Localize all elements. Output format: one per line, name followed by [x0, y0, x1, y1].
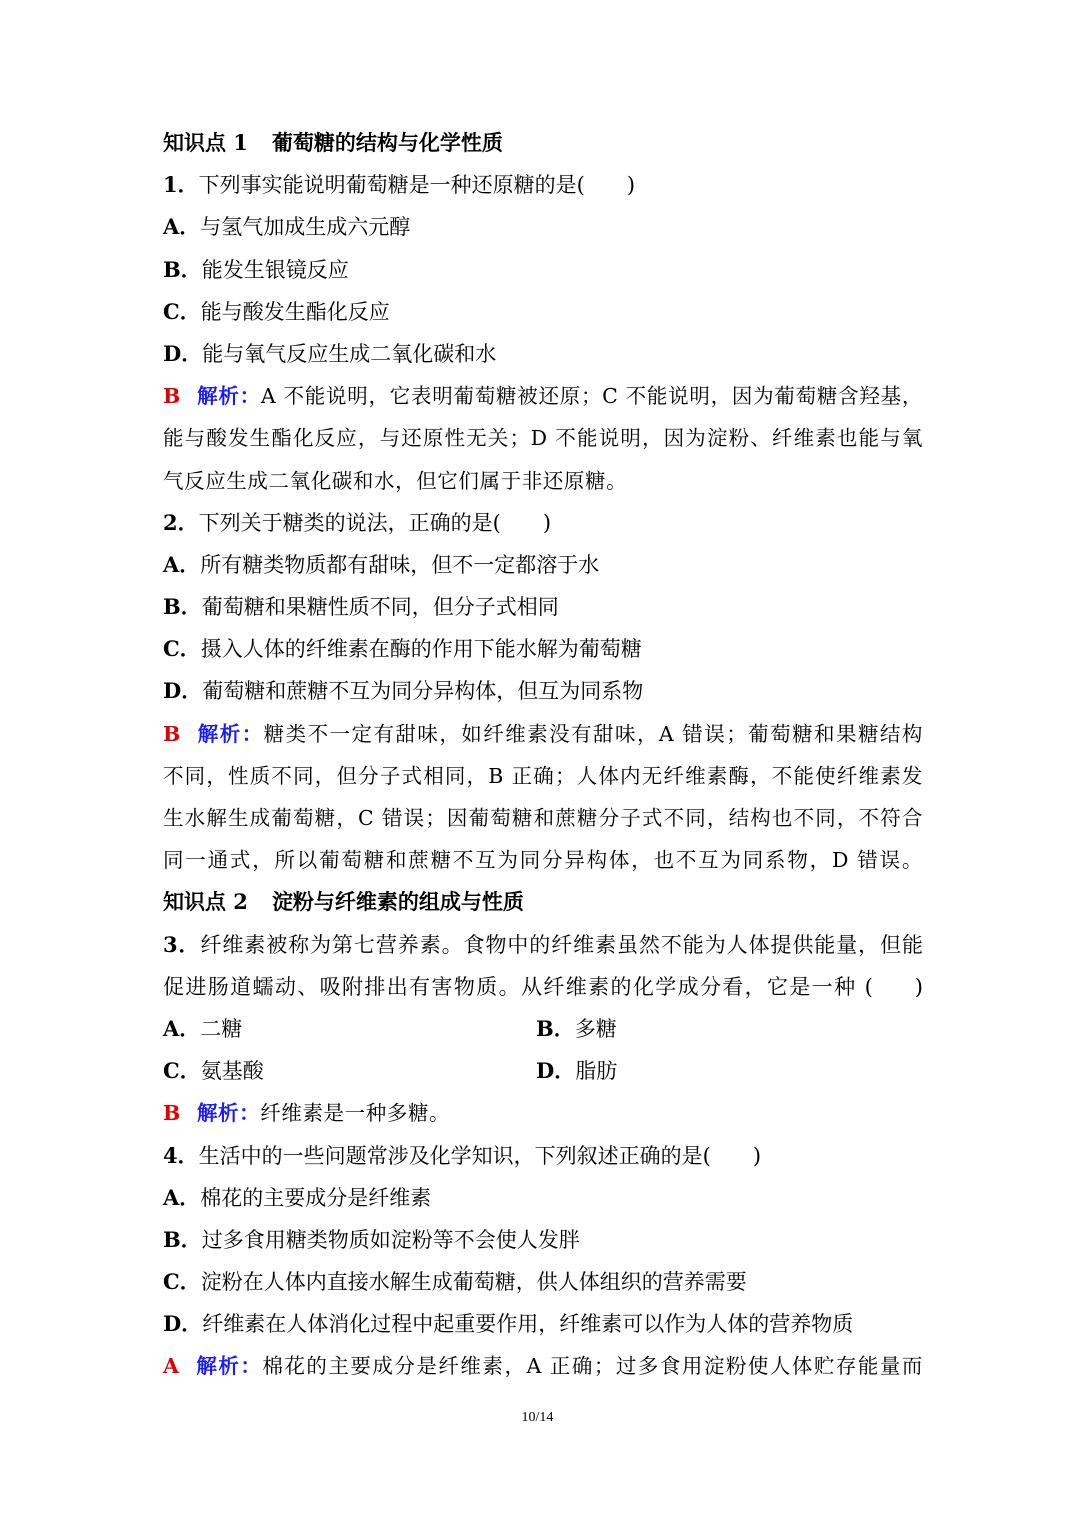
option-row [163, 1008, 923, 1050]
option-letter: D． [163, 678, 203, 704]
option-text: 氨基酸 [200, 1059, 264, 1084]
option-row [163, 1050, 923, 1092]
question-text: 促进肠道蠕动、吸附排出有害物质。从纤维素的化学成分看，它是一种 [163, 974, 857, 999]
option-text: 能与氧气反应生成二氧化碳和水 [202, 341, 497, 366]
section-number: 知识点 2 [163, 889, 248, 915]
question-number: 1． [163, 172, 199, 198]
option-letter: C． [163, 636, 201, 662]
option-text: 与氢气加成生成六元醇 [200, 215, 411, 240]
option-text: 二糖 [200, 1016, 243, 1041]
section-number: 知识点 1 [163, 130, 248, 155]
option-letter: C． [163, 1058, 201, 1084]
option-b [163, 586, 923, 628]
section-heading-2 [163, 881, 923, 923]
explanation-text: A 不能说明，它表明葡萄糖被还原；C 不能说明，因为葡萄糖含羟基， [260, 384, 923, 409]
option-a [163, 206, 923, 248]
explanation-line [163, 713, 923, 755]
option-a [163, 1177, 923, 1219]
option-letter: B． [163, 256, 202, 282]
option-b [163, 1219, 923, 1261]
explanation-line: 不同，性质不同，但分子式相同，B 正确；人体内无纤维素酶，不能使纤维素发 [163, 763, 923, 788]
option-c [163, 291, 923, 333]
option-text: 能与酸发生酯化反应 [200, 299, 390, 324]
option-letter: D． [536, 1058, 576, 1084]
option-a [163, 1008, 536, 1050]
answer-letter: B [163, 1101, 181, 1126]
question-stem-4 [163, 1135, 923, 1177]
section-title: 淀粉与纤维素的组成与性质 [271, 889, 524, 915]
option-d [163, 333, 923, 375]
answer-letter: B [163, 384, 181, 409]
answer-blank: ( ) [864, 974, 923, 999]
explanation-label: 解析： [196, 384, 261, 409]
explanation-line [163, 1345, 923, 1387]
option-d [163, 1303, 923, 1345]
option-a [163, 544, 923, 586]
explanation-line: 能与酸发生酯化反应，与还原性无关；D 不能说明，因为淀粉、纤维素也能与氧 [163, 426, 923, 451]
answer-letter: A [163, 1354, 180, 1379]
question-number: 4． [163, 1142, 199, 1168]
section-heading-1 [163, 122, 923, 164]
question-text: 纤维素被称为第七营养素。食物中的纤维素虽然不能为人体提供能量，但能 [200, 932, 923, 957]
document-page [163, 122, 923, 1388]
option-letter: A． [163, 1015, 201, 1041]
option-text: 棉花的主要成分是纤维素 [200, 1185, 432, 1210]
explanation-line [163, 1092, 923, 1134]
page-number: 10/14 [521, 1410, 554, 1425]
question-text: 下列关于糖类的说法，正确的是( ) [198, 510, 552, 535]
option-c [163, 628, 923, 670]
explanation-line: 同一通式，所以葡萄糖和蔗糖不互为同分异构体，也不互为同系物，D 错误。 [163, 848, 923, 873]
option-letter: D． [163, 340, 203, 366]
option-c [163, 1261, 923, 1303]
option-letter: B． [536, 1015, 575, 1041]
option-b [536, 1008, 617, 1050]
option-letter: D． [163, 1311, 203, 1337]
option-letter: A． [163, 1184, 201, 1210]
explanation-text: 纤维素是一种多糖。 [260, 1101, 451, 1126]
section-title: 葡萄糖的结构与化学性质 [271, 130, 503, 155]
option-letter: B． [163, 1226, 202, 1252]
option-letter: A． [163, 214, 201, 240]
option-d [163, 670, 923, 712]
option-text: 能发生银镜反应 [201, 257, 349, 282]
option-text: 葡萄糖和果糖性质不同，但分子式相同 [201, 595, 559, 620]
question-number: 2． [163, 509, 199, 535]
explanation-label: 解析： [195, 1354, 263, 1379]
explanation-label: 解析： [196, 721, 264, 746]
option-letter: B． [163, 594, 202, 620]
option-text: 多糖 [574, 1016, 617, 1041]
question-number: 3． [163, 931, 201, 957]
explanation-line: 生水解生成葡萄糖，C 错误；因葡萄糖和蔗糖分子式不同，结构也不同，不符合 [163, 806, 923, 830]
question-text: 下列事实能说明葡萄糖是一种还原糖的是( ) [198, 173, 636, 198]
question-text: 生活中的一些问题常涉及化学知识，下列叙述正确的是( ) [198, 1143, 762, 1168]
option-b [163, 249, 923, 291]
option-text: 脂肪 [575, 1059, 618, 1084]
option-letter: A． [163, 551, 201, 577]
option-text: 葡萄糖和蔗糖不互为同分异构体，但互为同系物 [202, 679, 644, 704]
option-letter: C． [163, 298, 201, 324]
question-stem-3-cont [163, 966, 923, 1008]
option-c [163, 1050, 536, 1092]
explanation-line [163, 375, 923, 417]
explanation-line: 气反应生成二氧化碳和水，但它们属于非还原糖。 [163, 468, 628, 493]
option-text: 淀粉在人体内直接水解生成葡萄糖，供人体组织的营养需要 [200, 1270, 747, 1295]
explanation-label: 解析： [196, 1101, 261, 1126]
question-stem-1 [163, 164, 923, 206]
option-text: 纤维素在人体消化过程中起重要作用，纤维素可以作为人体的营养物质 [202, 1312, 854, 1337]
explanation-text: 糖类不一定有甜味，如纤维素没有甜味，A 错误；葡萄糖和果糖结构 [263, 721, 923, 746]
option-text: 过多食用糖类物质如淀粉等不会使人发胖 [201, 1227, 580, 1252]
answer-letter: B [163, 721, 181, 746]
option-text: 所有糖类物质都有甜味，但不一定都溶于水 [200, 552, 600, 577]
question-stem-2 [163, 502, 923, 544]
option-text: 摄入人体的纤维素在酶的作用下能水解为葡萄糖 [200, 637, 642, 662]
option-d [536, 1050, 617, 1092]
explanation-text: 棉花的主要成分是纤维素，A 正确；过多食用淀粉使人体贮存能量而 [262, 1354, 923, 1379]
question-stem-3 [163, 924, 923, 966]
option-letter: C． [163, 1269, 201, 1295]
